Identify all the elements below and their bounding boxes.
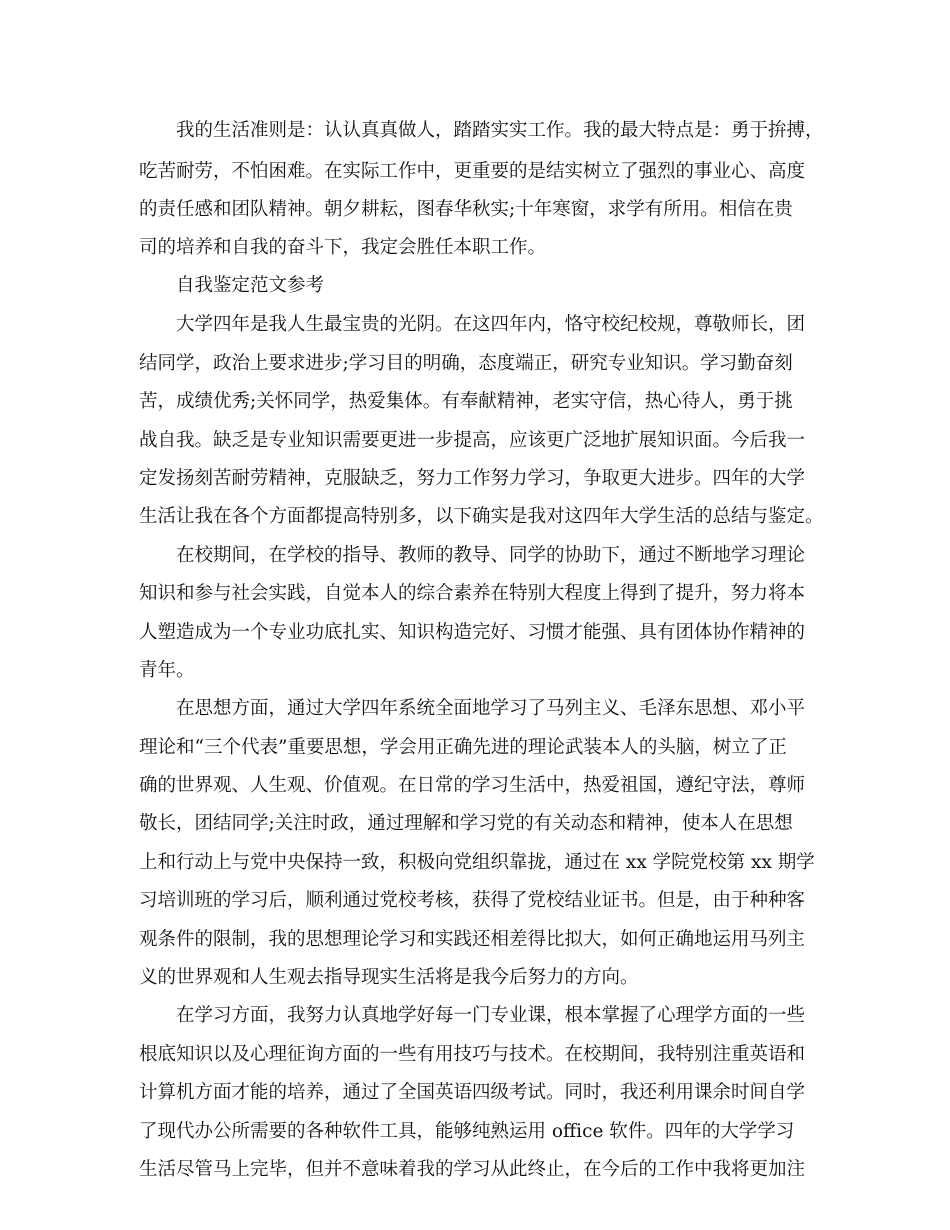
- paragraph-3-line-2: 知识和参与社会实践，自觉本人的综合素养在特别大程度上得到了提升，努力将本: [139, 583, 806, 604]
- paragraph-1-line-3: 的责任感和团队精神。朝夕耕耘，图春华秋实;十年寒窗，求学有所用。相信在贵: [139, 199, 793, 220]
- paragraph-5-line-3: 计算机方面才能的培养，通过了全国英语四级考试。同时，我还利用课余时间自学: [139, 1082, 806, 1103]
- paragraph-2-line-4: 战自我。缺乏是专业知识需要更进一步提高，应该更广泛地扩展知识面。今后我一: [139, 430, 806, 451]
- paragraph-4-line-4: 敬长，团结同学;关注时政，通过理解和学习党的有关动态和精神，使本人在思想: [139, 813, 793, 834]
- paragraph-5-line-5: 生活尽管马上完毕，但并不意味着我的学习从此终止，在今后的工作中我将更加注: [139, 1159, 806, 1180]
- section-heading: 自我鉴定范文参考: [176, 275, 325, 296]
- paragraph-1-line-2: 吃苦耐劳，不怕困难。在实际工作中，更重要的是结实树立了强烈的事业心、高度: [139, 161, 806, 182]
- paragraph-2-line-5: 定发扬刻苦耐劳精神，克服缺乏，努力工作努力学习，争取更大进步。四年的大学: [139, 468, 806, 489]
- paragraph-2-line-1: 大学四年是我人生最宝贵的光阴。在这四年内，恪守校纪校规，尊敬师长，团: [176, 314, 806, 335]
- paragraph-4-line-7: 观条件的限制，我的思想理论学习和实践还相差得比拟大，如何正确地运用马列主: [139, 929, 806, 950]
- paragraph-2-line-3: 苦，成绩优秀;关怀同学，热爱集体。有奉献精神，老实守信，热心待人，勇于挑: [139, 391, 793, 412]
- paragraph-2-line-2: 结同学，政治上要求进步;学习目的明确，态度端正，研究专业知识。学习勤奋刻: [139, 353, 793, 374]
- paragraph-4-line-3: 确的世界观、人生观、价值观。在日常的学习生活中，热爱祖国，遵纪守法，尊师: [139, 775, 806, 796]
- paragraph-1-line-4: 司的培养和自我的奋斗下，我定会胜任本职工作。: [139, 237, 547, 258]
- paragraph-5-line-2: 根底知识以及心理征询方面的一些有用技巧与技术。在校期间，我特别注重英语和: [139, 1044, 806, 1065]
- paragraph-5-line-1: 在学习方面，我努力认真地学好每一门专业课，根本掌握了心理学方面的一些: [176, 1005, 806, 1026]
- paragraph-3-line-4: 青年。: [139, 660, 195, 681]
- paragraph-3-line-3: 人塑造成为一个专业功底扎实、知识构造完好、习惯才能强、具有团体协作精神的: [139, 622, 806, 643]
- paragraph-4-line-8: 义的世界观和人生观去指导现实生活将是我今后努力的方向。: [139, 967, 639, 988]
- paragraph-1-line-1: 我的生活准则是：认认真真做人，踏踏实实工作。我的最大特点是：勇于拚搏，: [176, 120, 824, 141]
- paragraph-4-line-2: 理论和“三个代表”重要思想，学会用正确先进的理论武装本人的头脑，树立了正: [139, 737, 787, 758]
- paragraph-4-line-5: 上和行动上与党中央保持一致，积极向党组织靠拢，通过在 xx 学院党校第 xx 期学: [139, 852, 815, 873]
- paragraph-4-line-6: 习培训班的学习后，顺利通过党校考核，获得了党校结业证书。但是，由于种种客: [139, 890, 806, 911]
- paragraph-2-line-6: 生活让我在各个方面都提高特别多，以下确实是我对这四年大学生活的总结与鉴定。: [139, 506, 824, 527]
- paragraph-3-line-1: 在校期间，在学校的指导、教师的教导、同学的协助下，通过不断地学习理论: [176, 545, 806, 566]
- paragraph-5-line-4: 了现代办公所需要的各种软件工具，能够纯熟运用 office 软件。四年的大学学习: [139, 1121, 795, 1142]
- paragraph-4-line-1: 在思想方面，通过大学四年系统全面地学习了马列主义、毛泽东思想、邓小平: [176, 698, 806, 719]
